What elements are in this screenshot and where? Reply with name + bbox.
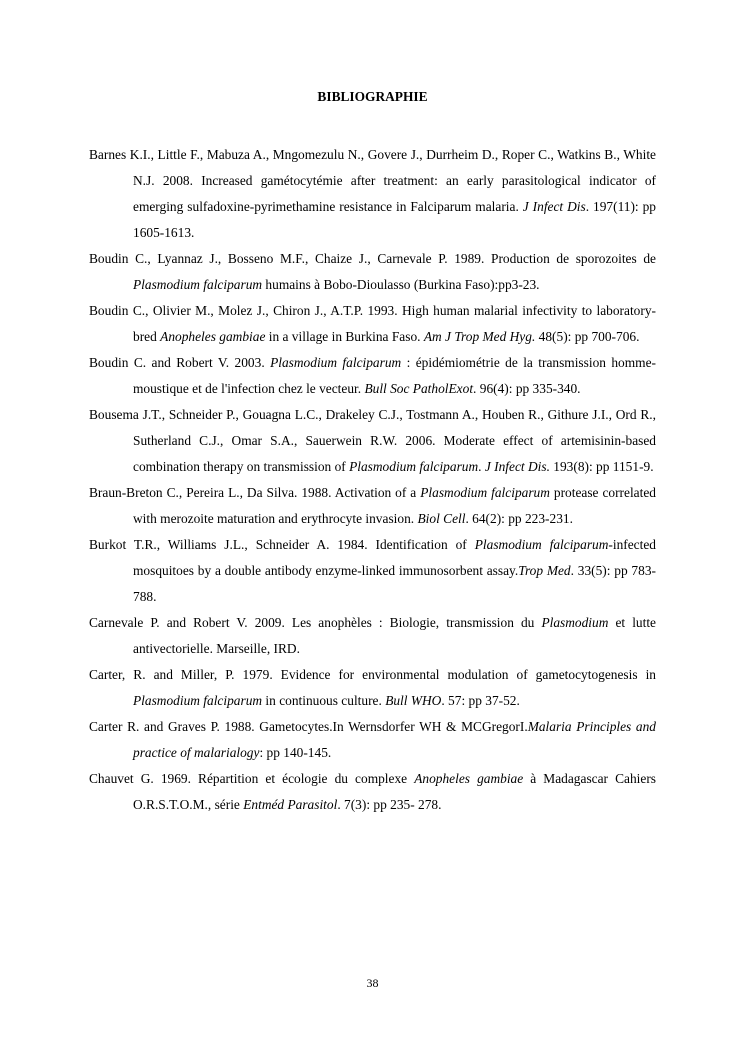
reference-entry-barnes	[89, 142, 656, 246]
reference-italic: Anopheles gambiae	[414, 771, 524, 786]
reference-italic: Plasmodium falciparum	[270, 355, 402, 370]
reference-text: in a village in Burkina Faso.	[265, 329, 424, 344]
reference-text: Carter R. and Graves P. 1988. Gametocytes.In Wernsdorfer WH & MCGregorI.	[89, 719, 528, 734]
reference-entry-chauvet	[89, 766, 656, 818]
reference-text: 48(5): pp 700-706.	[535, 329, 640, 344]
reference-text: . 197(11): pp 1605-1613.	[133, 199, 656, 240]
reference-italic: Malaria Principles and practice of malarialogy	[133, 719, 656, 760]
reference-italic: Biol Cell	[417, 511, 466, 526]
reference-italic: Plasmodium falciparum	[133, 277, 263, 292]
reference-italic: Plasmodium falciparum	[420, 485, 550, 500]
reference-text: : épidémiométrie de la transmission homme-moustique et de l'infection chez le vecteur.	[133, 355, 656, 396]
reference-italic: Trop Med	[518, 563, 571, 578]
reference-entry-carter-1979	[89, 662, 656, 714]
reference-italic: J Infect Dis.	[484, 459, 550, 474]
reference-italic: J Infect Dis	[522, 199, 586, 214]
reference-text: : pp 140-145.	[259, 745, 332, 760]
reference-text: -infected mosquitoes by a double antibody enzyme-linked immunosorbent assay.	[133, 537, 656, 578]
reference-text: protease correlated with merozoite maturation and erythrocyte invasion.	[133, 485, 656, 526]
reference-text: 193(8): pp 1151-9.	[549, 459, 654, 474]
reference-text: à Madagascar Cahiers O.R.S.T.O.M., série	[133, 771, 656, 812]
reference-italic: Plasmodium falciparum	[349, 459, 479, 474]
reference-italic: Plasmodium falciparum	[474, 537, 609, 552]
reference-text: in continuous culture.	[262, 693, 386, 708]
reference-text: Boudin C., Lyannaz J., Bosseno M.F., Chaize J., Carnevale P. 1989. Production de sporozoites de	[89, 251, 656, 266]
reference-text: . 64(2): pp 223-231.	[465, 511, 573, 526]
reference-entry-boudin-1993	[89, 298, 656, 350]
reference-italic: Entméd Parasitol	[243, 797, 338, 812]
reference-text: Barnes K.I., Little F., Mabuza A., Mngomezulu N., Govere J., Durrheim D., Roper C., Watkins B., White N.J. 2008. Increased gamétocytémie after treatment: an early parasitological indicator of emerging sulfadoxine-pyrimethamine resistance in Falciparum malaria.	[89, 147, 656, 214]
reference-entry-carnevale	[89, 610, 656, 662]
reference-text: et lutte antivectorielle. Marseille, IRD.	[133, 615, 656, 656]
reference-text: .	[478, 459, 485, 474]
reference-text: Boudin C. and Robert V. 2003.	[89, 355, 271, 370]
reference-text: Bousema J.T., Schneider P., Gouagna L.C., Drakeley C.J., Tostmann A., Houben R., Githure J.I., Ord R., Sutherland C.J., Omar S.A., Sauerwein R.W. 2006. Moderate effect of artemisinin-based combination therapy on transmission of	[89, 407, 656, 474]
reference-text: . 96(4): pp 335-340.	[473, 381, 581, 396]
reference-list	[89, 142, 656, 818]
reference-italic: Am J Trop Med Hyg.	[423, 329, 536, 344]
page-title: BIBLIOGRAPHIE	[317, 89, 428, 104]
reference-text: Chauvet G. 1969. Répartition et écologie du complexe	[89, 771, 415, 786]
reference-entry-bousema	[89, 402, 656, 480]
reference-entry-braun-breton	[89, 480, 656, 532]
reference-text: Carnevale P. and Robert V. 2009. Les anophèles : Biologie, transmission du	[89, 615, 542, 630]
reference-text: Boudin C., Olivier M., Molez J., Chiron J., A.T.P. 1993. High human malarial infectivity to laboratory-bred	[89, 303, 656, 344]
reference-italic: Bull Soc PatholExot	[364, 381, 474, 396]
reference-text: humains à Bobo-Dioulasso (Burkina Faso):pp3-23.	[262, 277, 540, 292]
reference-text: Carter, R. and Miller, P. 1979. Evidence for environmental modulation of gametocytogenesis in	[89, 667, 656, 682]
reference-italic: Plasmodium falciparum	[133, 693, 263, 708]
reference-italic: Anopheles gambiae	[160, 329, 266, 344]
reference-text: . 33(5): pp 783-788.	[133, 563, 656, 604]
reference-text: . 57: pp 37-52.	[441, 693, 520, 708]
page-number: 38	[366, 976, 379, 990]
reference-text: Braun-Breton C., Pereira L., Da Silva. 1988. Activation of a	[89, 485, 421, 500]
reference-entry-boudin-2003	[89, 350, 656, 402]
reference-italic: Plasmodium	[541, 615, 609, 630]
reference-entry-carter-1988	[89, 714, 656, 766]
reference-text: . 7(3): pp 235- 278.	[337, 797, 442, 812]
reference-entry-burkot	[89, 532, 656, 610]
reference-text: Burkot T.R., Williams J.L., Schneider A. 1984. Identification of	[89, 537, 475, 552]
reference-italic: Bull WHO	[385, 693, 442, 708]
reference-entry-boudin-1989	[89, 246, 656, 298]
